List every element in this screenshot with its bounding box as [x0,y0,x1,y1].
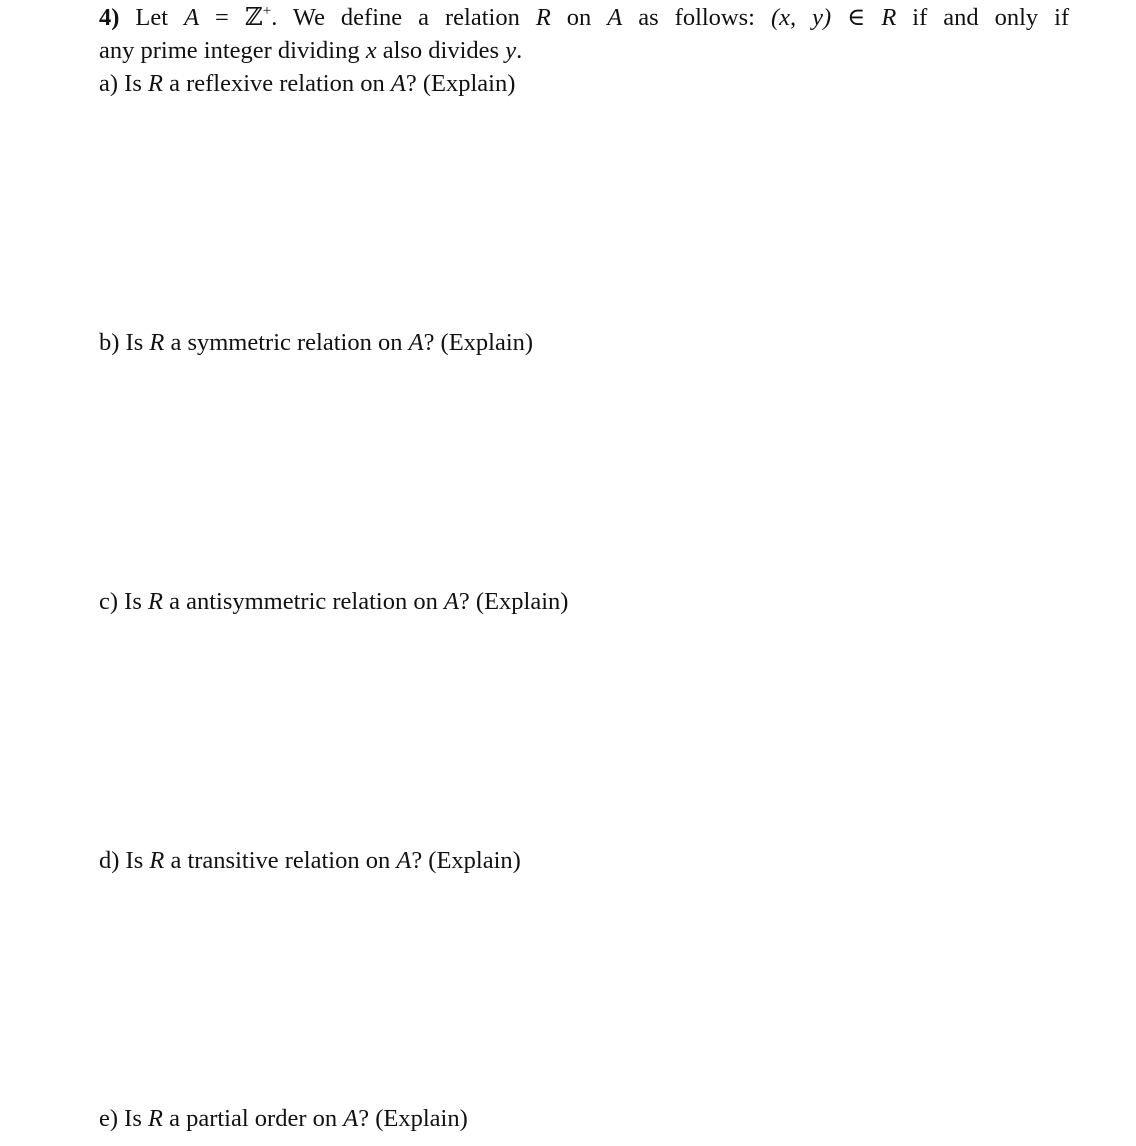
question-set: A [396,847,412,874]
question-set: A [408,329,424,356]
question-post: ? (Explain) [358,1105,468,1132]
question-post: ? (Explain) [411,847,521,874]
relation-variable-2: R [881,4,897,31]
question-post: ? (Explain) [405,70,516,97]
question-set: A [343,1105,359,1132]
plus-superscript: + [262,3,272,19]
problem-number: 4) [99,4,120,31]
period: . [516,37,523,64]
integers-symbol: ℤ [244,4,263,31]
question-relation: R [148,1105,163,1132]
var-y: y [505,37,517,64]
question-b [99,327,533,359]
set-variable-2: A [607,4,623,31]
question-pre: Is [124,70,142,97]
question-relation: R [148,588,163,615]
iff-text: if and only if [912,4,1070,31]
set-value [245,4,520,31]
equals-sign: = [215,4,229,31]
question-set: A [390,70,406,97]
question-text: a transitive relation on [170,847,391,874]
problem-statement-line-2 [99,35,522,67]
question-relation: R [148,70,163,97]
question-relation: R [149,329,165,356]
as-follows-text: as follows: [638,4,755,31]
question-pre: Is [125,329,144,356]
question-d [99,845,521,877]
prime-dividing-text: any prime integer dividing [99,37,360,64]
set-variable: A [184,4,200,31]
question-post: ? (Explain) [458,588,569,615]
element-of-symbol: ∈ [847,4,866,31]
question-label: e) [99,1105,119,1132]
question-a [99,68,515,100]
question-label: c) [99,588,119,615]
on-word: on [566,4,592,31]
problem-statement-line-1 [99,2,1069,37]
question-pre: Is [125,847,144,874]
also-divides-text: also divides [382,37,500,64]
question-e [99,1103,468,1135]
let-word: Let [135,4,169,31]
relation-variable: R [535,4,551,31]
question-text: a partial order on [169,1105,338,1132]
question-text: a antisymmetric relation on [169,588,438,615]
question-text: a symmetric relation on [170,329,403,356]
question-text: a reflexive relation on [169,70,385,97]
question-label: a) [99,70,119,97]
question-c [99,586,568,618]
ordered-pair: (x, y) [770,4,832,31]
question-post: ? (Explain) [423,329,534,356]
question-pre: Is [124,1105,142,1132]
question-relation: R [149,847,165,874]
var-x: x [365,37,377,64]
definition-text: . We define a relation [271,4,520,31]
question-set: A [443,588,459,615]
question-label: b) [99,329,120,356]
question-label: d) [99,847,120,874]
question-pre: Is [124,588,142,615]
